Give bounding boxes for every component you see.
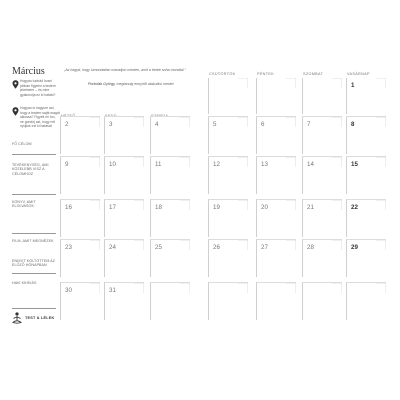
cell-corner-mark xyxy=(332,157,342,167)
cell-corner-mark xyxy=(238,240,248,250)
cell-corner-mark xyxy=(286,78,296,88)
cell-corner-mark xyxy=(180,117,190,127)
day-cell[interactable] xyxy=(346,239,386,277)
day-cell[interactable] xyxy=(60,239,100,277)
cell-corner-mark xyxy=(376,283,386,293)
day-number: 30 xyxy=(65,287,72,294)
location-pin-icon xyxy=(12,80,19,89)
day-number: 5 xyxy=(213,121,217,128)
day-number: 23 xyxy=(65,244,72,251)
cell-corner-mark xyxy=(238,117,248,127)
day-cell[interactable] xyxy=(256,282,296,320)
day-number: 27 xyxy=(261,244,268,251)
writing-line[interactable] xyxy=(12,308,56,309)
cell-corner-mark xyxy=(90,283,100,293)
cell-corner-mark xyxy=(286,117,296,127)
side-label-activity: TEVÉKENYSÉG, AMI KÖZELEBB VISZ A CÉLOMHOZ xyxy=(12,163,49,176)
cell-corner-mark xyxy=(376,117,386,127)
month-title: Március xyxy=(12,66,45,77)
day-cell[interactable] xyxy=(208,116,248,154)
day-number: 12 xyxy=(213,161,220,168)
day-number: 19 xyxy=(213,204,220,211)
day-number: 6 xyxy=(261,121,265,128)
day-cell[interactable] xyxy=(60,282,100,320)
day-cell[interactable] xyxy=(104,199,144,237)
day-cell[interactable] xyxy=(302,78,342,114)
day-cell[interactable] xyxy=(104,239,144,277)
day-cell[interactable] xyxy=(302,199,342,237)
day-number: 14 xyxy=(307,161,314,168)
day-cell[interactable] xyxy=(302,156,342,194)
day-number: 1 xyxy=(351,82,355,89)
writing-line[interactable] xyxy=(12,233,56,234)
day-cell[interactable] xyxy=(150,156,190,194)
day-number: 3 xyxy=(109,121,113,128)
day-cell[interactable] xyxy=(346,78,386,114)
cell-corner-mark xyxy=(180,200,190,210)
cell-corner-mark xyxy=(238,78,248,88)
day-cell[interactable] xyxy=(256,199,296,237)
day-cell[interactable] xyxy=(256,78,296,114)
day-cell[interactable] xyxy=(104,282,144,320)
quote-author: Porkoláb György, megtanulg ennyiről alakulási mester xyxy=(88,82,174,86)
day-cell[interactable] xyxy=(150,239,190,277)
cell-corner-mark xyxy=(286,200,296,210)
day-cell[interactable] xyxy=(346,282,386,320)
day-number: 25 xyxy=(155,244,162,251)
cell-corner-mark xyxy=(238,157,248,167)
writing-line[interactable] xyxy=(12,194,56,195)
day-header: SZERDA xyxy=(151,114,169,118)
day-cell[interactable] xyxy=(208,282,248,320)
day-header: HÉTFŐ xyxy=(61,114,76,118)
brand-name: TEST & LÉLEK xyxy=(25,316,55,320)
day-cell[interactable] xyxy=(150,199,190,237)
day-cell[interactable] xyxy=(150,282,190,320)
day-cell[interactable] xyxy=(60,156,100,194)
day-cell[interactable] xyxy=(208,239,248,277)
day-cell[interactable] xyxy=(208,156,248,194)
side-label-book: KÖNYV, AMIT ELOLVASOK xyxy=(12,200,36,209)
day-cell[interactable] xyxy=(104,116,144,154)
side-label-spending: ENNYIT KÖLTÖTTEM AZ ELŐZŐ HÓNAPBAN xyxy=(12,259,56,268)
cell-corner-mark xyxy=(134,117,144,127)
day-number: 26 xyxy=(213,244,220,251)
day-cell[interactable] xyxy=(256,156,296,194)
day-header: VASÁRNAP xyxy=(347,72,370,76)
cell-corner-mark xyxy=(332,200,342,210)
lotus-figure-icon xyxy=(12,312,22,324)
side-label-challenge: HAVI KIHÍVÁS xyxy=(12,281,37,285)
cell-corner-mark xyxy=(376,78,386,88)
brand-logo xyxy=(12,312,54,324)
cell-corner-mark xyxy=(238,200,248,210)
day-cell[interactable] xyxy=(208,78,248,114)
cell-corner-mark xyxy=(180,157,190,167)
day-cell[interactable] xyxy=(256,116,296,154)
writing-line[interactable] xyxy=(12,273,56,274)
day-header: SZOMBAT xyxy=(303,72,324,76)
writing-line[interactable] xyxy=(12,154,56,155)
day-cell[interactable] xyxy=(104,156,144,194)
cell-corner-mark xyxy=(376,200,386,210)
reflection-question-1: Hogyan tudnád hozni jobban figyelni a testem jelzéseire – és mire gyakorolja ez ki hatást? xyxy=(20,79,56,97)
day-cell[interactable] xyxy=(302,239,342,277)
day-number: 22 xyxy=(351,204,358,211)
cell-corner-mark xyxy=(90,157,100,167)
day-cell[interactable] xyxy=(60,116,100,154)
side-label-movie: FILM, AMIT MEGNÉZEK xyxy=(12,239,54,243)
cell-corner-mark xyxy=(332,283,342,293)
quote-text: „Az hagyd, hogy kimondatlan maradjon minden, amit a tiedre soha mondtál." xyxy=(64,68,186,72)
day-cell[interactable] xyxy=(302,116,342,154)
cell-corner-mark xyxy=(376,157,386,167)
day-number: 20 xyxy=(261,204,268,211)
day-header: PÉNTEK xyxy=(257,72,274,76)
day-number: 10 xyxy=(109,161,116,168)
cell-corner-mark xyxy=(134,283,144,293)
day-number: 7 xyxy=(307,121,311,128)
cell-corner-mark xyxy=(90,117,100,127)
cell-corner-mark xyxy=(376,240,386,250)
cell-corner-mark xyxy=(332,78,342,88)
day-number: 21 xyxy=(307,204,314,211)
day-number: 17 xyxy=(109,204,116,211)
day-number: 8 xyxy=(351,121,355,128)
day-number: 31 xyxy=(109,287,116,294)
cell-corner-mark xyxy=(134,200,144,210)
reflection-question-2: Hogyan is hagyom azt, hogy a testem saját magát alkossa? Figyelt mi fon, ne gondoj azt, hogy mit nyújtok ezt ki hatását xyxy=(20,106,60,129)
day-cell[interactable] xyxy=(346,156,386,194)
day-cell[interactable] xyxy=(346,116,386,154)
cell-corner-mark xyxy=(332,240,342,250)
cell-corner-mark xyxy=(286,283,296,293)
day-cell[interactable] xyxy=(208,199,248,237)
day-cell[interactable] xyxy=(302,282,342,320)
cell-corner-mark xyxy=(134,157,144,167)
day-number: 18 xyxy=(155,204,162,211)
cell-corner-mark xyxy=(134,240,144,250)
day-number: 13 xyxy=(261,161,268,168)
day-cell[interactable] xyxy=(150,116,190,154)
day-number: 28 xyxy=(307,244,314,251)
cell-corner-mark xyxy=(332,117,342,127)
day-number: 11 xyxy=(155,161,162,168)
side-label-goal: FŐ CÉLOM xyxy=(12,142,32,146)
day-number: 24 xyxy=(109,244,116,251)
cell-corner-mark xyxy=(180,283,190,293)
day-number: 29 xyxy=(351,244,358,251)
day-number: 2 xyxy=(65,121,69,128)
day-header: CSÜTÖRTÖK xyxy=(209,72,236,76)
day-cell[interactable] xyxy=(346,199,386,237)
cell-corner-mark xyxy=(180,240,190,250)
day-number: 15 xyxy=(351,161,358,168)
cell-corner-mark xyxy=(238,283,248,293)
cell-corner-mark xyxy=(286,240,296,250)
day-number: 4 xyxy=(155,121,159,128)
cell-corner-mark xyxy=(90,240,100,250)
cell-corner-mark xyxy=(286,157,296,167)
cell-corner-mark xyxy=(90,200,100,210)
day-number: 9 xyxy=(65,161,69,168)
day-cell[interactable] xyxy=(256,239,296,277)
day-number: 16 xyxy=(65,204,72,211)
day-cell[interactable] xyxy=(60,199,100,237)
day-header: KEDD xyxy=(105,114,117,118)
planner-page xyxy=(8,66,384,328)
location-pin-icon xyxy=(12,107,19,116)
